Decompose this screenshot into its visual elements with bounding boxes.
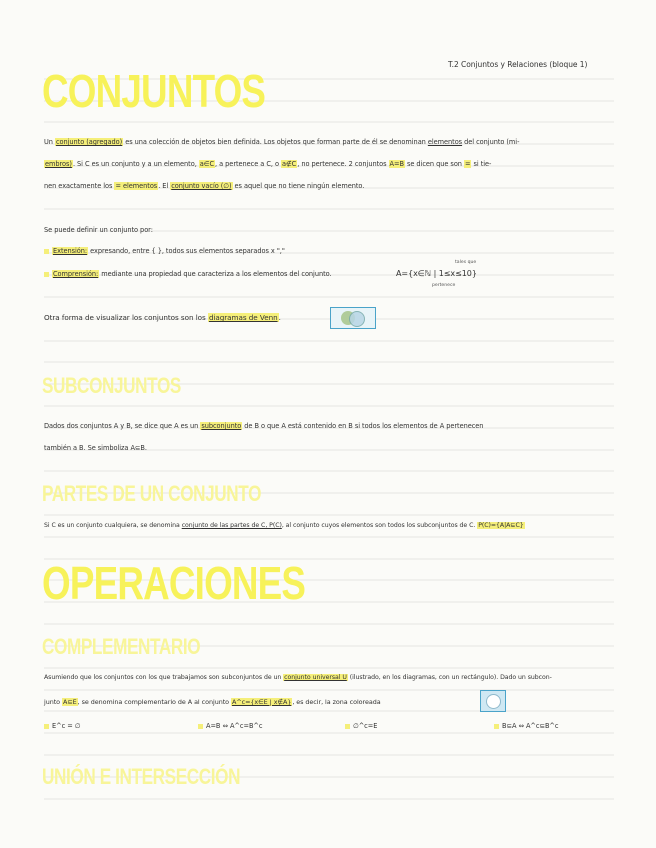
subconj-line-2: también a B. Se simboliza A⊆B. <box>44 444 147 452</box>
term-conjunto-universal: conjunto universal U <box>284 674 347 681</box>
symbol-no-pertenece: a∉C <box>282 160 297 168</box>
symbol-pertenece: a∈C <box>199 160 215 168</box>
formula-note-pertenece: pertenece <box>432 283 456 288</box>
complement-venn-icon <box>480 690 506 712</box>
bullet-icon <box>44 724 49 729</box>
bullet-icon <box>198 724 203 729</box>
bullet-icon <box>44 249 49 254</box>
section-title-operaciones: OPERACIONES <box>42 557 306 609</box>
section-title-complementario: COMPLEMENTARIO <box>42 634 201 659</box>
term-elementos: elementos <box>427 138 463 146</box>
bullet-icon <box>345 724 350 729</box>
complementario-line-2: junto A⊆E, se denomina complementario de A al conjunto A^c={x∈E | x∉A}, es decir, la zona coloreada <box>44 698 381 706</box>
bullet-icon <box>44 272 49 277</box>
definir-bullet-extension: Extensión: expresando, entre { }, todos sus elementos separados x "," <box>44 247 285 255</box>
conjunto-def-line-2: embros). Si C es un conjunto y a un elemento, a∈C, a pertenece a C, o a∉C, no pertenece. 2 conjuntos A=B se dicen que son = si tie- <box>45 160 492 168</box>
term-conjunto-vacio: conjunto vacío (∅) <box>171 182 232 190</box>
section-title-conjuntos: CONJUNTOS <box>42 65 266 117</box>
term-partes: conjunto de las partes de C, P(C) <box>181 522 282 529</box>
complementario-formula: A^c={x∈E | x∉A} <box>232 698 292 706</box>
formula-note-tales-que: tales que <box>455 260 477 265</box>
definir-intro: Se puede definir un conjunto por: <box>44 226 153 234</box>
venn-diagram-icon <box>330 307 376 329</box>
term-subconjunto: subconjunto <box>201 422 242 430</box>
venn-line: Otra forma de visualizar los conjuntos son los diagramas de Venn. <box>44 313 281 322</box>
term-conjunto: conjunto (agregado) <box>55 138 123 146</box>
term-diagramas-venn: diagramas de Venn <box>208 313 278 322</box>
complement-prop-2: A=B ⇔ A^c=B^c <box>198 722 263 730</box>
bullet-icon <box>494 724 499 729</box>
complement-prop-4: B⊆A ⇔ A^c⊆B^c <box>494 722 559 730</box>
doc-label: T.2 Conjuntos y Relaciones (bloque 1) <box>448 60 588 69</box>
definir-bullet-comprension: Comprensión: mediante una propiedad que caracteriza a los elementos del conjunto. <box>44 270 332 278</box>
section-title-union: UNIÓN E INTERSECCIÓN <box>42 764 241 789</box>
complementario-line-1: Asumiendo que los conjuntos con los que trabajamos son subconjuntos de un conjunto universal U (ilustrado, en los diagramas, con un rectángulo). Dado un subcon- <box>44 674 552 681</box>
complement-prop-3: ∅^c=E <box>345 722 377 730</box>
conjunto-def-line-3: nen exactamente los = elementos. El conjunto vacío (∅) es aquel que no tiene ningún elemento. <box>44 182 365 190</box>
subconj-line-1: Dados dos conjuntos A y B, se dice que A es un subconjunto de B o que A está contenido en B si todos los elementos de A pertenecen <box>44 422 484 430</box>
comprension-formula: A={x∈ℕ | 1≤x≤10} <box>396 269 477 278</box>
partes-formula: P(C)={A|A⊆C} <box>478 522 524 529</box>
complement-prop-1: E^c = ∅ <box>44 722 80 730</box>
section-title-subconjuntos: SUBCONJUNTOS <box>42 373 181 398</box>
section-title-partes: PARTES DE UN CONJUNTO <box>42 481 262 506</box>
partes-line: Si C es un conjunto cualquiera, se denomina conjunto de las partes de C, P(C), al conjunto cuyos elementos son todos los subconjuntos de C. P(C)={A|A⊆C} <box>44 522 524 529</box>
conjunto-def-line-1: Un conjunto (agregado) es una colección de objetos bien definida. Los objetos que forman parte de él se denominan elementos del conjunto (mi- <box>44 138 520 146</box>
